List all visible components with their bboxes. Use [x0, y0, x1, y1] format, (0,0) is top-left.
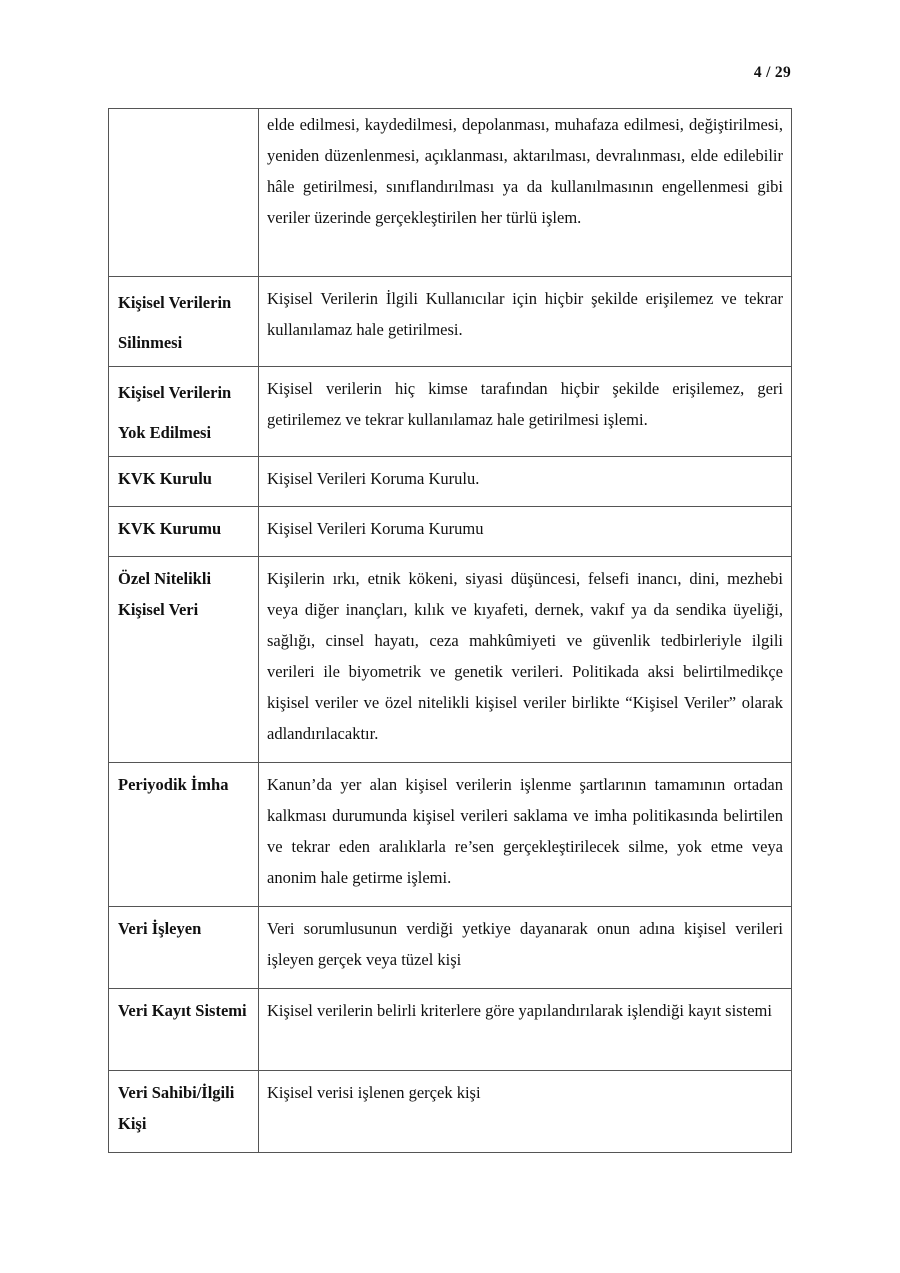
definition-cell [259, 1071, 792, 1153]
term-cell [109, 907, 259, 989]
definitions-table [108, 108, 792, 1153]
definition-cell [259, 907, 792, 989]
definition-text: Kişisel Verileri Koruma Kurumu [267, 519, 484, 538]
definition-text: Kişisel Verilerin İlgili Kullanıcılar için hiçbir şekilde erişilemez ve tekrar kullanılamaz hale getirilmesi. [267, 289, 783, 339]
definition-cell [259, 989, 792, 1071]
definition-text: Kişisel verisi işlenen gerçek kişi [267, 1083, 481, 1102]
definition-text: Kişisel verilerin hiç kimse tarafından hiçbir şekilde erişilemez, geri getirilemez ve tekrar kullanılamaz hale getirilmesi işlemi. [267, 379, 783, 429]
term-cell [109, 557, 259, 763]
definition-cell [259, 763, 792, 907]
definition-text: Kişilerin ırkı, etnik kökeni, siyasi düşüncesi, felsefi inancı, dini, mezhebi veya diğer inançları, kılık ve kıyafeti, dernek, vakıf ya da sendika üyeliği, sağlığı, cinsel hayatı, ceza mahkûmiyeti ve güvenlik tedbirleriyle ilgili verileri ile biyometrik ve genetik verileri. Politikada aksi belirtilmedikçe kişisel veriler ve özel nitelikli kişisel veriler birlikte “Kişisel Veriler” olarak adlandırılacaktır. [267, 569, 783, 743]
table-row [109, 907, 792, 989]
table-row [109, 557, 792, 763]
definition-cell [259, 557, 792, 763]
table-row [109, 457, 792, 507]
definition-cell [259, 367, 792, 457]
definition-cell [259, 277, 792, 367]
definition-text: Kişisel Verileri Koruma Kurulu. [267, 469, 480, 488]
term-text: Özel Nitelikli Kişisel Veri [118, 569, 212, 619]
term-text: Veri Sahibi/İlgili Kişi [118, 1083, 235, 1133]
table-row [109, 277, 792, 367]
term-text: KVK Kurulu [118, 469, 212, 488]
table-row [109, 763, 792, 907]
term-text: Periyodik İmha [118, 775, 229, 794]
term-text: Veri Kayıt Sistemi [118, 1001, 247, 1020]
term-cell [109, 1071, 259, 1153]
term-cell [109, 277, 259, 367]
table-row [109, 109, 792, 277]
definition-text: elde edilmesi, kaydedilmesi, depolanması, muhafaza edilmesi, değiştirilmesi, yeniden düzenlenmesi, açıklanması, aktarılması, devralınması, elde edilebilir hâle getirilmesi, sınıflandırılması ya da kullanılmasının engellenmesi gibi veriler üzerinde gerçekleştirilen her türlü işlem. [267, 115, 783, 227]
term-cell [109, 109, 259, 277]
term-text: Veri İşleyen [118, 919, 202, 938]
term-text: Kişisel Verilerin Silinmesi [118, 293, 232, 352]
term-text: Kişisel Verilerin Yok Edilmesi [118, 383, 232, 442]
term-text: KVK Kurumu [118, 519, 222, 538]
table-row [109, 1071, 792, 1153]
definition-cell [259, 507, 792, 557]
definition-cell [259, 109, 792, 277]
definition-text: Kişisel verilerin belirli kriterlere göre yapılandırılarak işlendiği kayıt sistemi [267, 1001, 772, 1020]
definition-text: Kanun’da yer alan kişisel verilerin işlenme şartlarının tamamının ortadan kalkması durumunda kişisel verileri saklama ve imha politikasında belirtilen ve tekrar eden aralıklarla re’sen gerçekleştirilecek silme, yok etme veya anonim hale getirme işlemi. [267, 775, 783, 887]
definition-cell [259, 457, 792, 507]
term-cell [109, 989, 259, 1071]
term-cell [109, 507, 259, 557]
definition-text: Veri sorumlusunun verdiği yetkiye dayanarak onun adına kişisel verileri işleyen gerçek veya tüzel kişi [267, 919, 783, 969]
term-cell [109, 457, 259, 507]
table-row [109, 507, 792, 557]
page-number: 4 / 29 [753, 64, 791, 81]
table-row [109, 989, 792, 1071]
term-cell [109, 367, 259, 457]
term-cell [109, 763, 259, 907]
table-row [109, 367, 792, 457]
